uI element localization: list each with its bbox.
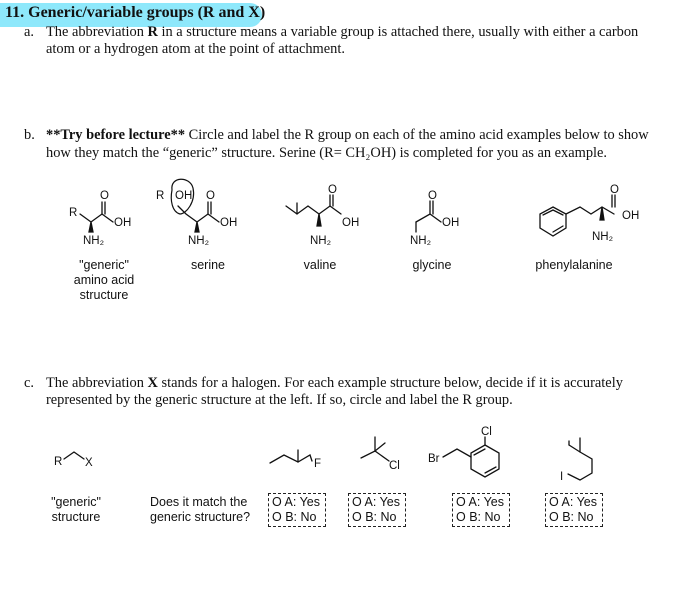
- atom-i-example-4: I: [560, 471, 564, 483]
- atom-oh-valine: OH: [342, 217, 360, 229]
- generic-rx-skeleton: [64, 452, 84, 459]
- option-no-example-4[interactable]: O B: No: [549, 510, 594, 524]
- match-question: Does it match the generic structure?: [150, 495, 251, 524]
- answer-box-example-2: [348, 493, 406, 527]
- option-no-example-3[interactable]: O B: No: [456, 510, 501, 524]
- example-3-ring: [471, 445, 499, 477]
- section-title: 11. Generic/variable groups (R and X): [5, 4, 266, 21]
- answer-box-example-1: [268, 493, 326, 527]
- atom-o-serine: O: [206, 190, 215, 202]
- atom-cl-example-3: Cl: [481, 426, 492, 438]
- part-b-marker: b.: [24, 127, 35, 143]
- atom-nh2-serine: NH₂: [188, 235, 210, 247]
- option-yes-example-4[interactable]: O A: Yes: [549, 495, 597, 509]
- atom-nh2-phenylalanine: NH₂: [592, 231, 614, 243]
- generic-aa-skeleton: [80, 214, 113, 222]
- part-c-marker: c.: [24, 375, 34, 391]
- example-2-skeleton: [361, 451, 389, 461]
- atom-o-phenylalanine: O: [610, 184, 619, 196]
- part-c-line-2: represented by the generic structure at the left. If so, circle and label the R group.: [46, 392, 513, 408]
- part-c-line-1: The abbreviation X stands for a halogen. For each example structure below, decide if it is accurately: [46, 375, 623, 391]
- atom-br-example-3: Br: [428, 453, 440, 465]
- generic-aa-caption: "generic" amino acid structure: [73, 258, 135, 302]
- part-b-line-1: **Try before lecture** Circle and label the R group on each of the amino acid examples below to show: [46, 127, 649, 143]
- atom-nh2-glycine: NH₂: [410, 235, 432, 247]
- option-no-example-2[interactable]: O B: No: [352, 510, 397, 524]
- glycine-skeleton: [416, 214, 441, 222]
- atom-cl-example-2: Cl: [389, 460, 400, 472]
- generic-structure-caption: "generic" structure: [51, 495, 101, 524]
- answer-box-example-4: [545, 493, 603, 527]
- option-yes-example-1[interactable]: O A: Yes: [272, 495, 320, 509]
- atom-o-glycine: O: [428, 190, 437, 202]
- atom-r-generic-rx: R: [54, 456, 63, 468]
- atom-oh-glycine: OH: [442, 217, 460, 229]
- atom-o-generic: O: [100, 190, 109, 202]
- atom-r-serine: R: [156, 190, 165, 202]
- option-yes-example-2[interactable]: O A: Yes: [352, 495, 400, 509]
- atom-o-valine: O: [328, 184, 337, 196]
- part-a-marker: a.: [24, 24, 34, 40]
- option-yes-example-3[interactable]: O A: Yes: [456, 495, 504, 509]
- answer-box-example-3: [452, 493, 510, 527]
- atom-nh2-valine: NH₂: [310, 235, 332, 247]
- atom-nh2-generic: NH₂: [83, 235, 105, 247]
- option-no-example-1[interactable]: O B: No: [272, 510, 317, 524]
- atom-x-generic-rx: X: [85, 457, 93, 469]
- example-3-chain: [443, 449, 471, 457]
- atom-r-generic: R: [69, 207, 78, 219]
- part-a-line-1: The abbreviation R in a structure means a variable group is attached there, usually with either a carbon: [46, 24, 639, 40]
- atom-oh-serine: OH: [220, 217, 238, 229]
- atom-oh-generic: OH: [114, 217, 132, 229]
- part-b-line-2: how they match the “generic” structure. Serine (R= CH₂OH) is completed for you as an example.: [46, 145, 607, 161]
- example-1-skeleton: [270, 455, 312, 463]
- phenylalanine-caption: phenylalanine: [535, 258, 613, 272]
- part-a-line-2: atom or a hydrogen atom at the point of attachment.: [46, 41, 345, 57]
- atom-oh-phenylalanine: OH: [622, 210, 640, 222]
- atom-f-example-1: F: [314, 458, 322, 470]
- atom-oh-serine-side: OH: [175, 190, 193, 202]
- valine-caption: valine: [303, 258, 337, 272]
- glycine-caption: glycine: [412, 258, 452, 272]
- serine-caption: serine: [190, 258, 226, 272]
- serine-skeleton: [178, 206, 219, 222]
